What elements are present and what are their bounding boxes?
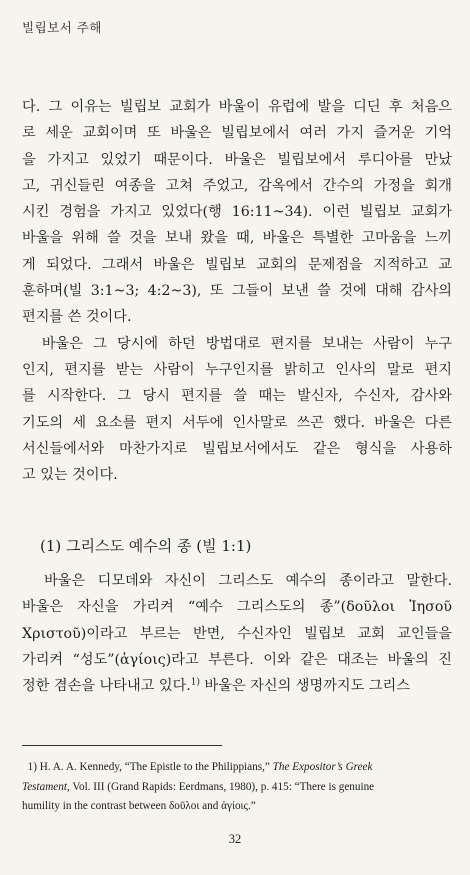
footnote-divider <box>22 745 222 746</box>
text-line: 훈하며(빌 3:1~3; 4:2~3), 또 그들이 보낸 쓸 것에 대해 감사의 <box>22 283 452 300</box>
text-fragment: 바울은 자신의 생명까지도 그리스 <box>200 678 410 695</box>
text-line <box>22 673 452 699</box>
text-line: 고 있는 것이다. <box>22 467 118 484</box>
text-line: 를 시작한다. 그 당시 편지를 쓸 때는 발신자, 수신자, 감사와 <box>22 388 452 405</box>
text-line: 바울은 디모데와 자신이 그리스도 예수의 종이라고 말한다. <box>22 573 452 589</box>
footnote-text: 1) H. A. A. Kennedy, “The Epistle to the Philippians,” <box>27 761 273 773</box>
body-text-bottom <box>22 568 452 699</box>
text-line: 인지, 편지를 받는 사람이 누구인지를 밝히고 인사의 말로 편지 <box>22 361 452 378</box>
footnote-journal: The Expositor’s Greek <box>272 761 373 773</box>
text-line: 시킨 경험을 가지고 있었다(행 16:11~34). 이런 빌립보 교회가 <box>22 204 452 221</box>
text-fragment: 정한 겸손을 나타내고 있다. <box>22 678 191 695</box>
text-line: 편지를 쓴 것이다. <box>22 309 132 326</box>
footnotes <box>22 758 452 817</box>
body-text-top <box>22 94 452 488</box>
text-line: 바울은 그 당시에 하던 방법대로 편지를 보내는 사람이 누구 <box>22 335 452 352</box>
footnote-journal: Testament <box>22 780 67 793</box>
page-number: 32 <box>228 832 242 846</box>
footnote-line <box>22 758 452 778</box>
text-line: 가리켜 “성도”(ἁγίοις)라고 부른다. 이와 같은 대조는 바울의 진 <box>22 651 452 668</box>
footnote-line <box>22 778 452 798</box>
text-line: 서신들에서와 마찬가지로 빌립보서에서도 같은 형식을 사용하 <box>22 440 452 457</box>
text-line: 고, 귀신들린 여종을 고쳐 주었고, 감옥에서 간수의 가정을 회개 <box>22 177 452 194</box>
section-heading: (1) 그리스도 예수의 종 (빌 1:1) <box>40 537 252 555</box>
text-line: 기도의 세 요소를 편지 서두에 인사말로 쓰곤 했다. 바울은 다른 <box>22 414 452 431</box>
text-line: 다. 그 이유는 빌립보 교회가 바울이 유럽에 발을 디딘 후 처음으 <box>22 99 452 115</box>
text-line: 바울은 자신을 가리켜 “예수 그리스도의 종”(δοῦλοι Ἰησοῦ <box>22 599 452 616</box>
text-line: 게 되었다. 그래서 바울은 빌립보 교회의 문제점을 지적하고 교 <box>22 256 452 273</box>
text-line: Χριστοῦ)이라고 부르는 반면, 수신자인 빌립보 교회 교인들을 <box>22 625 452 642</box>
text-line: 로 세운 교회이며 또 바울은 빌립보에서 여러 가지 즐거운 기억 <box>22 125 452 142</box>
footnote-text: , Vol. III (Grand Rapids: Eerdmans, 1980), p. 415: “There is genuine <box>66 780 375 793</box>
text-line: 바울을 위해 쓸 것을 보내 왔을 때, 바울은 특별한 고마움을 느끼 <box>22 230 452 247</box>
footnote-line: humility in the contrast between δοῦλοι and ἁγίοις.” <box>22 800 256 812</box>
footnote-ref: 1) <box>190 677 201 688</box>
running-head: 빌립보서 주해 <box>22 20 102 35</box>
text-line: 을 가지고 있었기 때문이다. 바울은 빌립보에서 루디아를 만났 <box>22 151 452 168</box>
